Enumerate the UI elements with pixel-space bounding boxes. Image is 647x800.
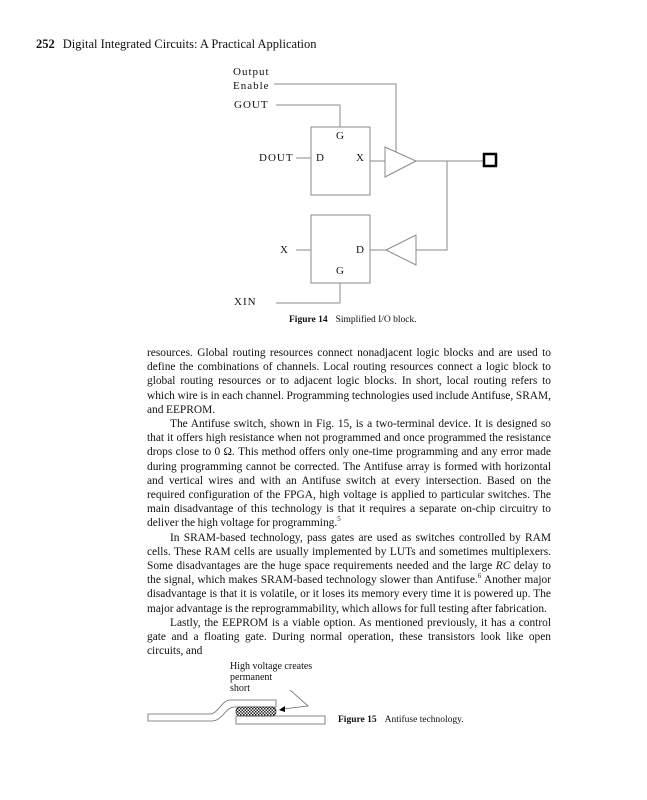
label-box1-d: D <box>316 152 324 164</box>
paragraph-text: Another major disadvantage is that it is volatile, or it loses its memory every time it is powered up. The major advantage is the reprogrammability, which allows for full testing after fabrication. <box>147 574 551 615</box>
page-number: 252 <box>36 37 55 51</box>
running-title: Digital Integrated Circuits: A Practical Application <box>62 37 317 51</box>
figure-15-caption <box>338 715 464 725</box>
antifuse-dielectric <box>236 707 276 716</box>
caption-label: Figure 15 <box>338 715 377 725</box>
paragraph-text: In SRAM-based technology, pass gates are used as switches controlled by RAM cells. These RAM cells are usually implemented by LUTs and sometimes multiplexers. Some disadvantages are the huge space requirements needed and the large <box>147 531 551 573</box>
label-gout: GOUT <box>234 99 269 111</box>
label-x: X <box>280 244 288 256</box>
caption-text: Antifuse technology. <box>384 715 464 725</box>
label-box1-x: X <box>356 152 364 164</box>
annotation-line-1: High voltage creates <box>230 661 313 672</box>
paragraph-text: delay to the signal, which makes SRAM-based technology slower than Antifuse. <box>147 560 551 587</box>
label-box2-g: G <box>336 265 344 277</box>
label-box1-g: G <box>336 130 344 142</box>
footnote-ref: 5 <box>337 515 341 524</box>
paragraph: Lastly, the EEPROM is a viable option. As mentioned previously, it has a control gate and a floating gate. During normal operation, these transistors look like open circuits, and <box>147 616 551 658</box>
label-box2-d: D <box>356 244 364 256</box>
footnote-ref: 6 <box>477 572 482 581</box>
arrow-head-icon <box>279 706 285 712</box>
label-dout: DOUT <box>259 152 294 164</box>
bottom-electrode <box>236 716 325 724</box>
caption-label: Figure 14 <box>289 315 328 325</box>
rc-term: RC <box>495 560 511 573</box>
paragraph: resources. Global routing resources connect nonadjacent logic blocks and are used to define the combinations of channels. Local routing resources connect a logic block to global routing resources or to adjacent logic blocks. In short, local routing refers to which wire is in each channel. Programming technologies used include Antifuse, SRAM, and EEPROM. <box>147 347 551 416</box>
annotation-line-2: permanent <box>230 672 273 683</box>
label-xin: XIN <box>234 296 257 308</box>
caption-text: Simplified I/O block. <box>335 315 417 325</box>
label-enable: Enable <box>233 80 270 92</box>
annotation-line-3: short <box>230 683 250 694</box>
label-output: Output <box>233 66 270 78</box>
annotation-leader <box>283 690 308 709</box>
paragraph-text: The Antifuse switch, shown in Fig. 15, is a two-terminal device. It is designed so that it offers high resistance when not programmed and once programmed the resistance drops close to 0 Ω. This method offers only one-time programming and any error made during programming cannot be corrected. The Antifuse array is formed with horizontal and vertical wires and with an Antifuse switch at every intersection. Based on the required configuration of the FPGA, high voltage is applied to particular switches. The main disadvantage of this technology is that it requires a separate on-chip circuitry to deliver the high voltage for programming. <box>147 418 551 530</box>
